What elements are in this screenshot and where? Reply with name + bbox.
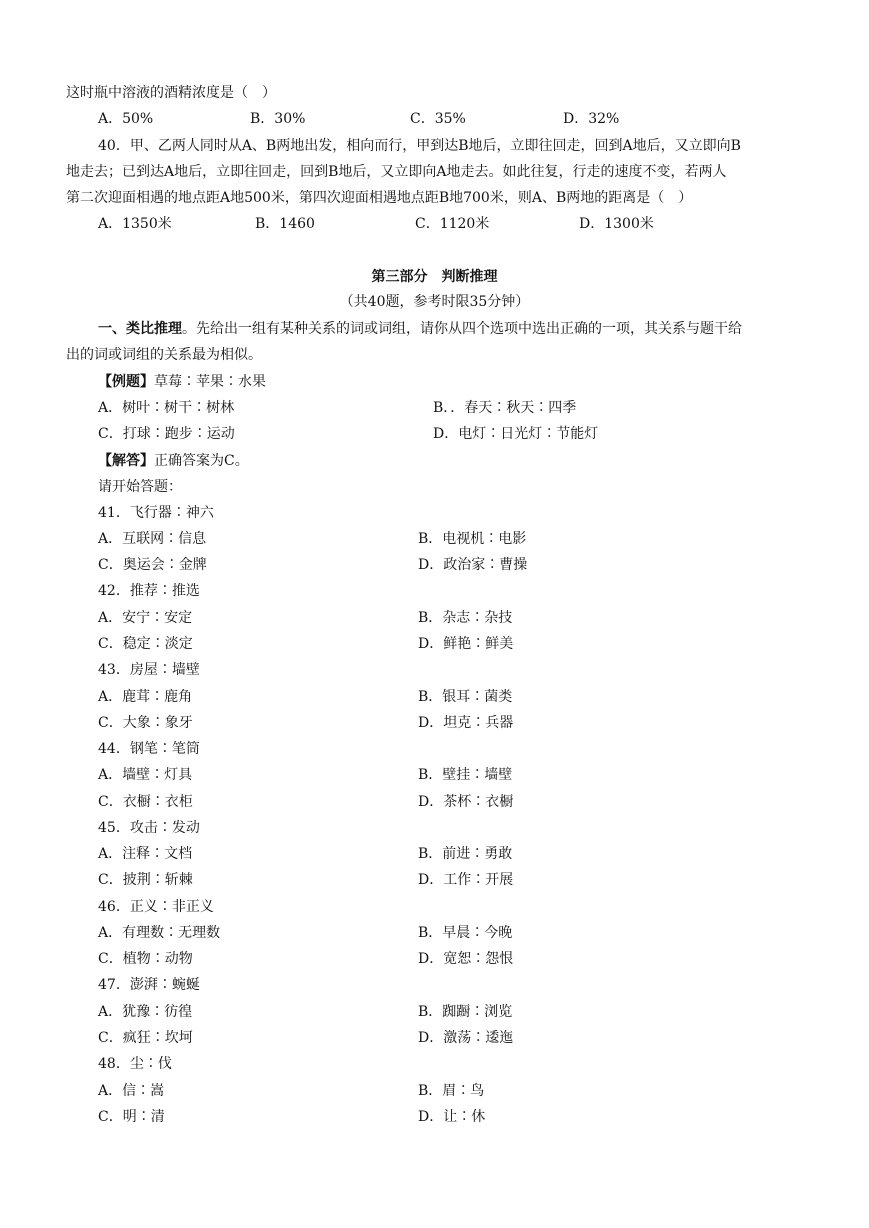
q47-stem: 47．澎湃∶蜿蜒: [98, 977, 200, 993]
q42-option-c: C．稳定∶淡定: [98, 636, 193, 652]
q42-option-d: D．鲜艳∶鲜美: [418, 636, 514, 652]
q41-option-a: A．互联网∶信息: [98, 531, 207, 547]
example-stem: [98, 373, 266, 391]
q40-line-2: 地走去；已到达A地后，立即往回走，回到B地后，又立即向A地走去。如此往复，行走的速度不变，若两人: [66, 164, 727, 180]
q44-option-d: D．茶杯∶衣橱: [418, 794, 514, 810]
q48-option-b: B．眉∶鸟: [418, 1083, 485, 1099]
q40-option-d: D．1300米: [579, 216, 654, 232]
q44-stem: 44．钢笔∶笔筒: [98, 741, 200, 757]
q45-stem: 45．攻击∶发动: [98, 820, 200, 836]
q45-option-a: A．注释∶文档: [98, 846, 193, 862]
q45-option-b: B．前进∶勇敢: [418, 846, 513, 862]
intro-line-2: 出的词或词组的关系最为相似。: [66, 347, 262, 363]
example-option-a: A．树叶∶树干∶树林: [98, 400, 235, 416]
q48-option-d: D．让∶休: [418, 1109, 486, 1125]
q40-line-1: 40．甲、乙两人同时从A、B两地出发，相向而行，甲到达B地后，立即往回走，回到A地后，又立即向B: [98, 138, 741, 154]
example-option-c: C．打球∶跑步∶运动: [98, 426, 235, 442]
start-prompt: 请开始答题：: [98, 479, 182, 495]
example-option-b: B．．春天∶秋天∶四季: [433, 400, 577, 416]
q39-option-a: A．50%: [98, 111, 154, 127]
intro-text-1: 。先给出一组有某种关系的词或词组，请你从四个选项中选出正确的一项，其关系与题干给: [182, 321, 742, 337]
q43-option-c: C．大象∶象牙: [98, 715, 193, 731]
example-stem-text: 草莓∶苹果∶水果: [154, 374, 266, 390]
q45-option-d: D．工作∶开展: [418, 872, 514, 888]
q47-option-a: A．犹豫∶彷徨: [98, 1004, 193, 1020]
example-tag: 【例题】: [98, 374, 154, 390]
q47-option-c: C．疯狂∶坎坷: [98, 1030, 193, 1046]
q43-option-b: B．银耳∶菌类: [418, 689, 513, 705]
answer-text: 正确答案为C。: [154, 453, 249, 469]
q48-option-c: C．明∶清: [98, 1109, 165, 1125]
example-answer: [98, 452, 249, 470]
q42-stem: 42．推荐∶推选: [98, 583, 200, 599]
q48-option-a: A．信∶嵩: [98, 1083, 165, 1099]
q45-option-c: C．披荆∶斩棘: [98, 872, 193, 888]
q40-option-b: B．1460: [255, 216, 315, 232]
q42-option-a: A．安宁∶安定: [98, 610, 193, 626]
q40-line-3: 第二次迎面相遇的地点距A地500米，第四次迎面相遇地点距B地700米，则A、B两地的距离是（ ）: [66, 190, 693, 206]
q43-stem: 43．房屋∶墙壁: [98, 662, 200, 678]
q39-option-b: B．30%: [250, 111, 306, 127]
q46-option-c: C．植物∶动物: [98, 951, 193, 967]
q46-option-a: A．有理数∶无理数: [98, 925, 221, 941]
q42-option-b: B．杂志∶杂技: [418, 610, 513, 626]
answer-tag: 【解答】: [98, 453, 154, 469]
q44-option-a: A．墙壁∶灯具: [98, 767, 193, 783]
section-subtitle: （共40题，参考时限35分钟）: [339, 294, 530, 310]
q39-option-c: C．35%: [410, 111, 466, 127]
q39-tail: 这时瓶中溶液的酒精浓度是（ ）: [66, 85, 276, 101]
q40-option-c: C．1120米: [415, 216, 490, 232]
section-title: 第三部分 判断推理: [371, 269, 498, 285]
q46-option-d: D．宽恕∶怨恨: [418, 951, 514, 967]
q41-option-c: C．奥运会∶金牌: [98, 557, 207, 573]
intro-line-1: [98, 320, 742, 338]
q40-option-a: A．1350米: [98, 216, 172, 232]
q44-option-c: C．衣橱∶衣柜: [98, 794, 193, 810]
q44-option-b: B．壁挂∶墙壁: [418, 767, 513, 783]
q39-option-d: D．32%: [563, 111, 620, 127]
q43-option-d: D．坦克∶兵器: [418, 715, 514, 731]
q41-option-b: B．电视机∶电影: [418, 531, 527, 547]
q41-stem: 41．飞行器∶神六: [98, 505, 214, 521]
q43-option-a: A．鹿茸∶鹿角: [98, 689, 193, 705]
q41-option-d: D．政治家∶曹操: [418, 557, 528, 573]
q46-option-b: B．早晨∶今晚: [418, 925, 513, 941]
q46-stem: 46．正义∶非正义: [98, 899, 214, 915]
q48-stem: 48．尘∶伐: [98, 1056, 172, 1072]
q47-option-b: B．踟蹰∶浏览: [418, 1004, 513, 1020]
intro-heading: 一、类比推理: [98, 321, 182, 337]
example-option-d: D．电灯∶日光灯∶节能灯: [433, 426, 599, 442]
q47-option-d: D．激荡∶逶迤: [418, 1030, 514, 1046]
